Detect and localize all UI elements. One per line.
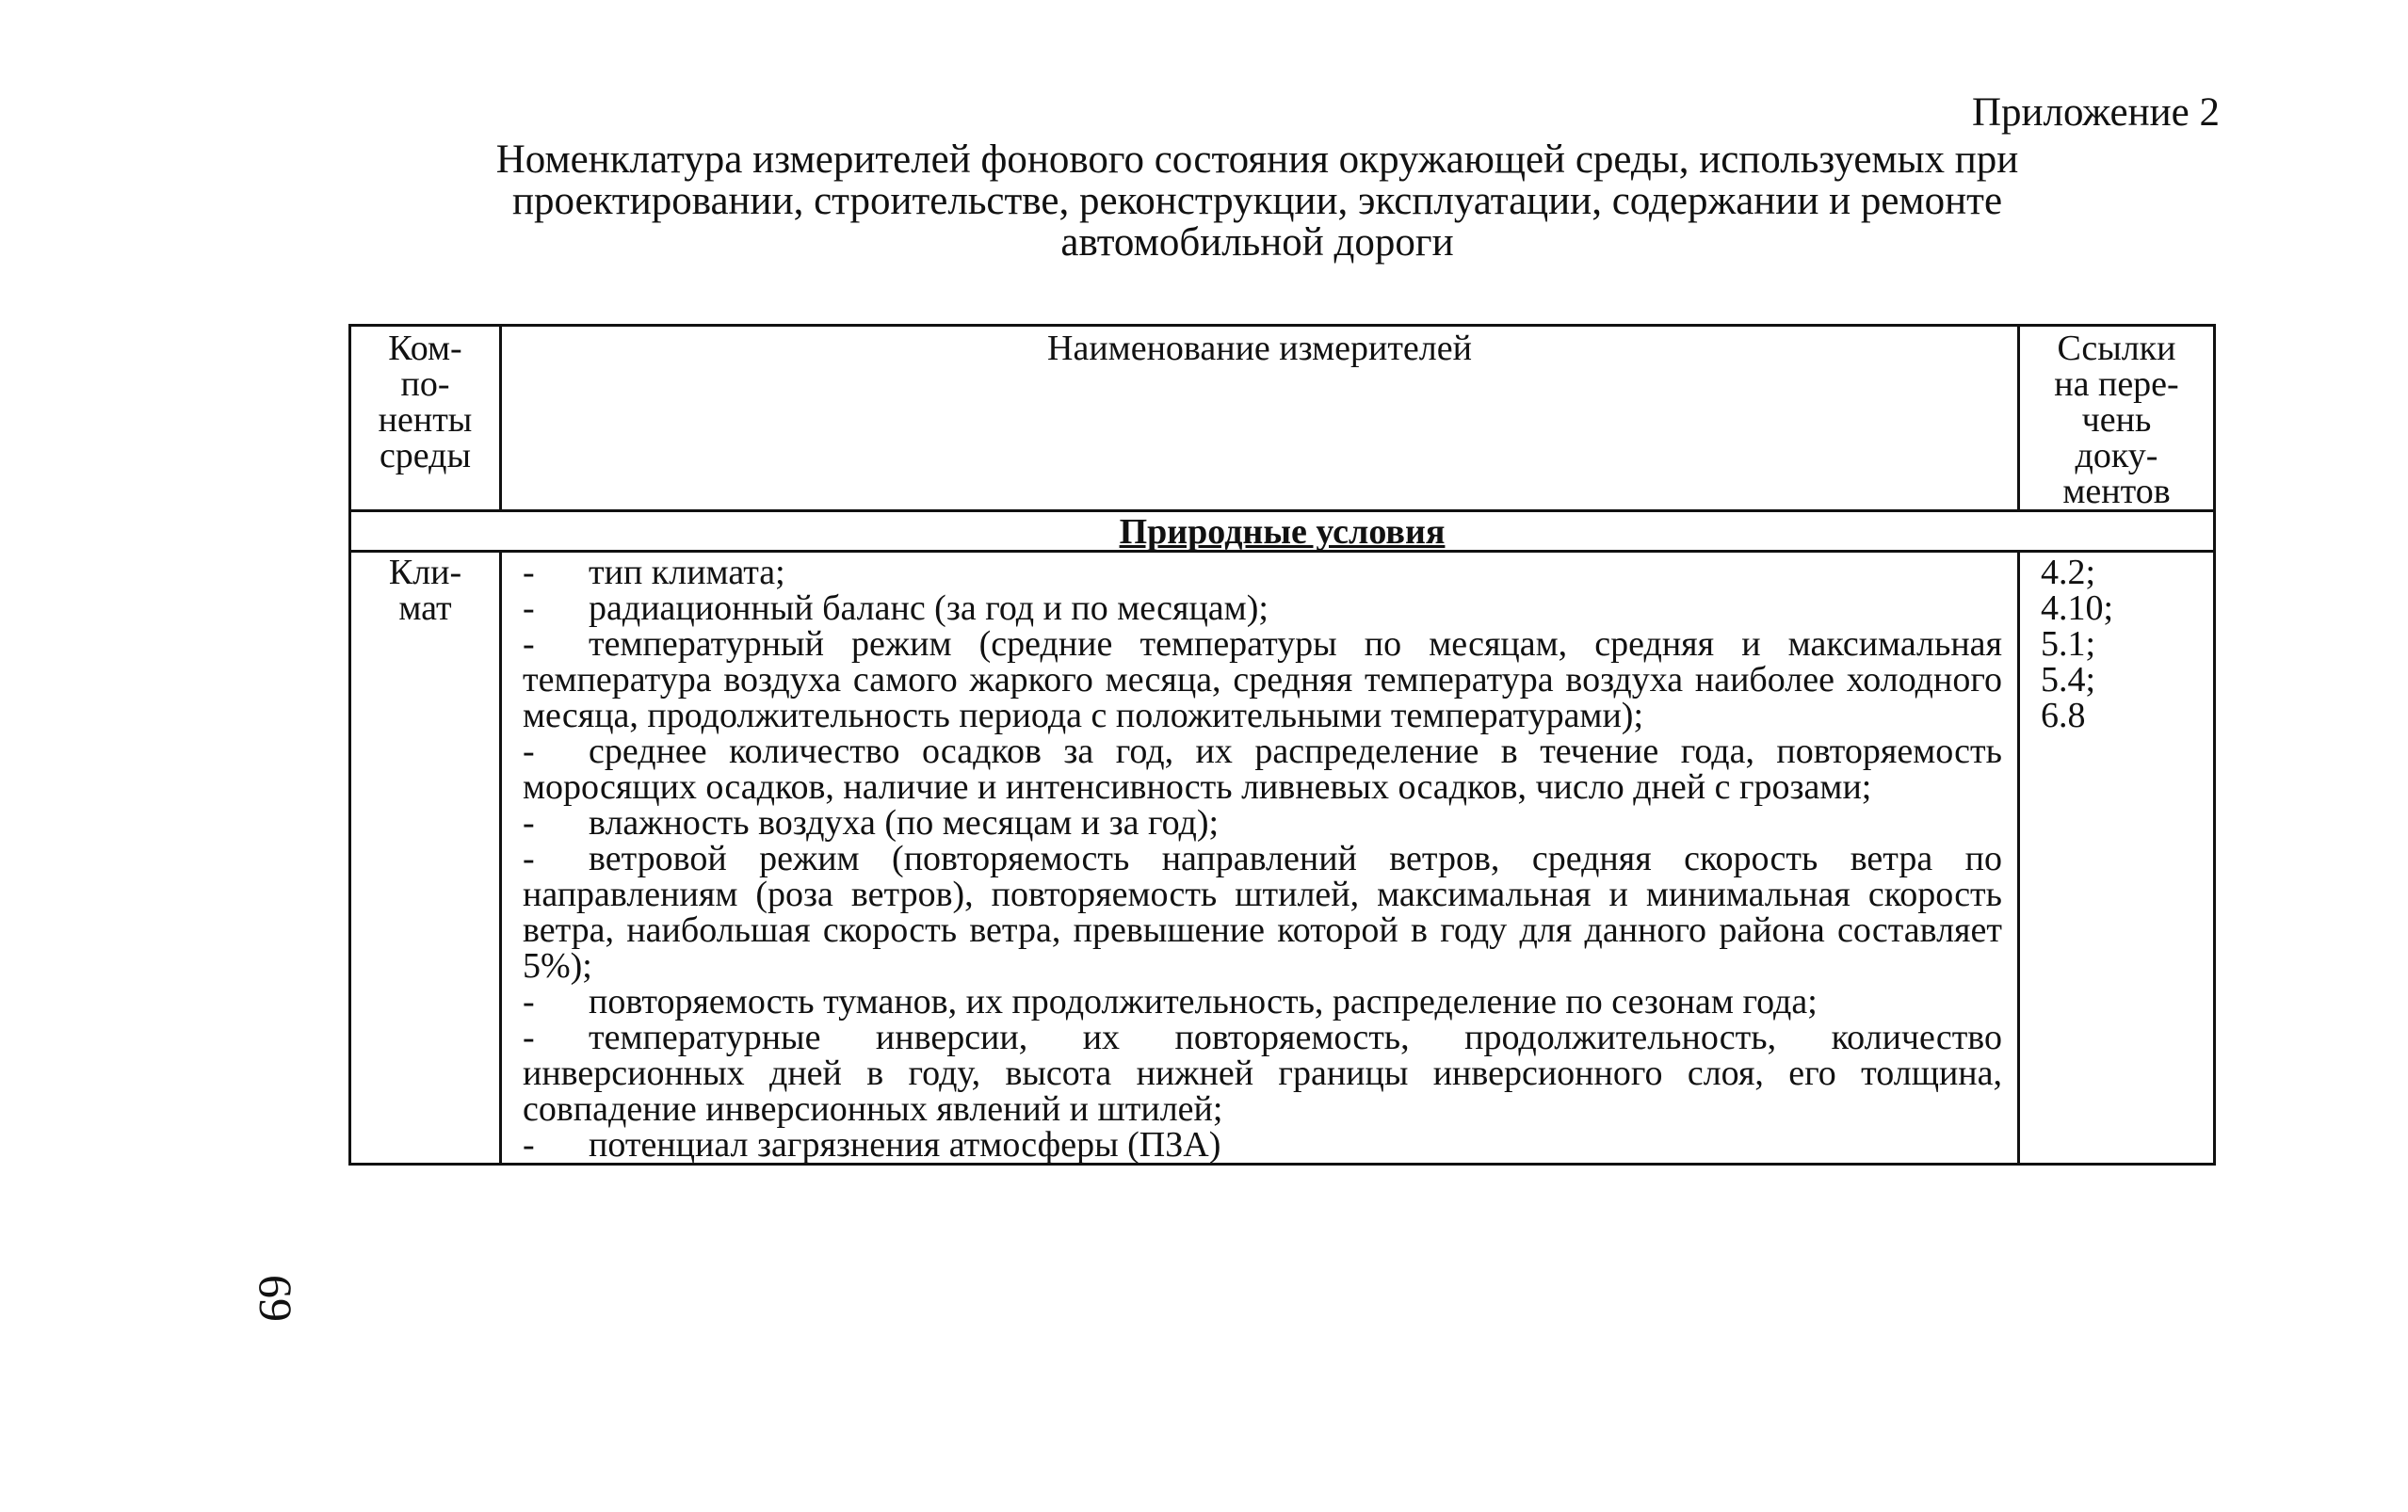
dash: - — [523, 732, 535, 771]
dash: - — [523, 553, 535, 592]
list-item — [523, 984, 2002, 1020]
table-row — [350, 552, 2215, 1165]
header-text: Ком- — [388, 329, 462, 368]
item-text: повторяемость туманов, их продолжительность, распределение по сезонам года; — [589, 982, 1818, 1021]
refs-cell — [2019, 552, 2215, 1165]
measures-table — [348, 324, 2216, 1166]
document-title — [396, 139, 2119, 264]
header-refs — [2019, 326, 2215, 511]
list-item — [523, 1127, 2002, 1163]
list-item — [523, 555, 2002, 590]
item-text: среднее количество осадков за год, их распределение в течение года, повторяемость моросящих осадков, наличие и интенсивность ливневых осадков, число дней с грозами; — [523, 732, 2002, 807]
section-row — [350, 511, 2215, 552]
title-line: автомобильной дороги — [1060, 220, 1454, 265]
ref-text: 4.10; — [2041, 588, 2114, 628]
ref-text: 5.1; — [2041, 624, 2096, 664]
ref-text: 4.2; — [2041, 553, 2096, 592]
dash: - — [523, 588, 535, 628]
title-line: Номенклатура измерителей фонового состояния окружающей среды, используемых при — [495, 137, 2019, 182]
item-text: потенциал загрязнения атмосферы (ПЗА) — [589, 1125, 1221, 1165]
header-text: доку- — [2075, 436, 2158, 475]
header-text: на пере- — [2054, 364, 2179, 404]
header-text: ментов — [2062, 472, 2171, 511]
header-text: Ссылки — [2057, 329, 2176, 368]
dash: - — [523, 1018, 535, 1057]
item-text: радиационный баланс (за год и по месяцам); — [589, 588, 1269, 628]
header-text: по- — [400, 364, 450, 404]
header-components — [350, 326, 501, 511]
list-item — [523, 841, 2002, 984]
list-item — [523, 805, 2002, 841]
title-line: проектировании, строительстве, реконструкции, эксплуатации, содержании и ремонте — [511, 179, 2003, 223]
section-title: Природные условия — [350, 511, 2215, 552]
header-text: среды — [379, 436, 472, 475]
dash: - — [523, 982, 535, 1021]
component-cell — [350, 552, 501, 1165]
dash: - — [523, 839, 535, 878]
item-text: влажность воздуха (по месяцам и за год); — [589, 803, 1220, 843]
dash: - — [523, 624, 535, 664]
item-text: температурный режим (средние температуры по месяцам, средняя и максимальная температура воздуха самого жаркого месяца, средняя температура воздуха наиболее холодного месяца, продолжительность периода с положительными температурами); — [523, 624, 2002, 735]
table-header-row — [350, 326, 2215, 511]
item-text: ветровой режим (повторяемость направлений ветров, средняя скорость ветра по направлениям (роза ветров), повторяемость штилей, максимальная и минимальная скорость ветра, наибольшая скорость ветра, превышение которой в году для данного района составляет 5%); — [523, 839, 2002, 986]
page-number: 69 — [250, 1275, 302, 1322]
component-text: мат — [398, 588, 452, 628]
header-text: ненты — [378, 400, 473, 440]
dash: - — [523, 803, 535, 843]
list-item — [523, 626, 2002, 733]
appendix-label: Приложение 2 — [1971, 90, 2220, 135]
list-item — [523, 590, 2002, 626]
ref-text: 6.8 — [2041, 696, 2086, 735]
measures-cell — [501, 552, 2019, 1165]
item-text: тип климата; — [589, 553, 785, 592]
header-names: Наименование измерителей — [501, 326, 2019, 511]
dash: - — [523, 1125, 535, 1165]
component-text: Кли- — [388, 553, 462, 592]
list-item — [523, 733, 2002, 805]
item-text: температурные инверсии, их повторяемость, продолжительность, количество инверсионных дней в году, высота нижней границы инверсионного слоя, его толщина, совпадение инверсионных явлений и штилей; — [523, 1018, 2002, 1129]
header-text: чень — [2081, 400, 2152, 440]
ref-text: 5.4; — [2041, 660, 2096, 700]
list-item — [523, 1020, 2002, 1127]
